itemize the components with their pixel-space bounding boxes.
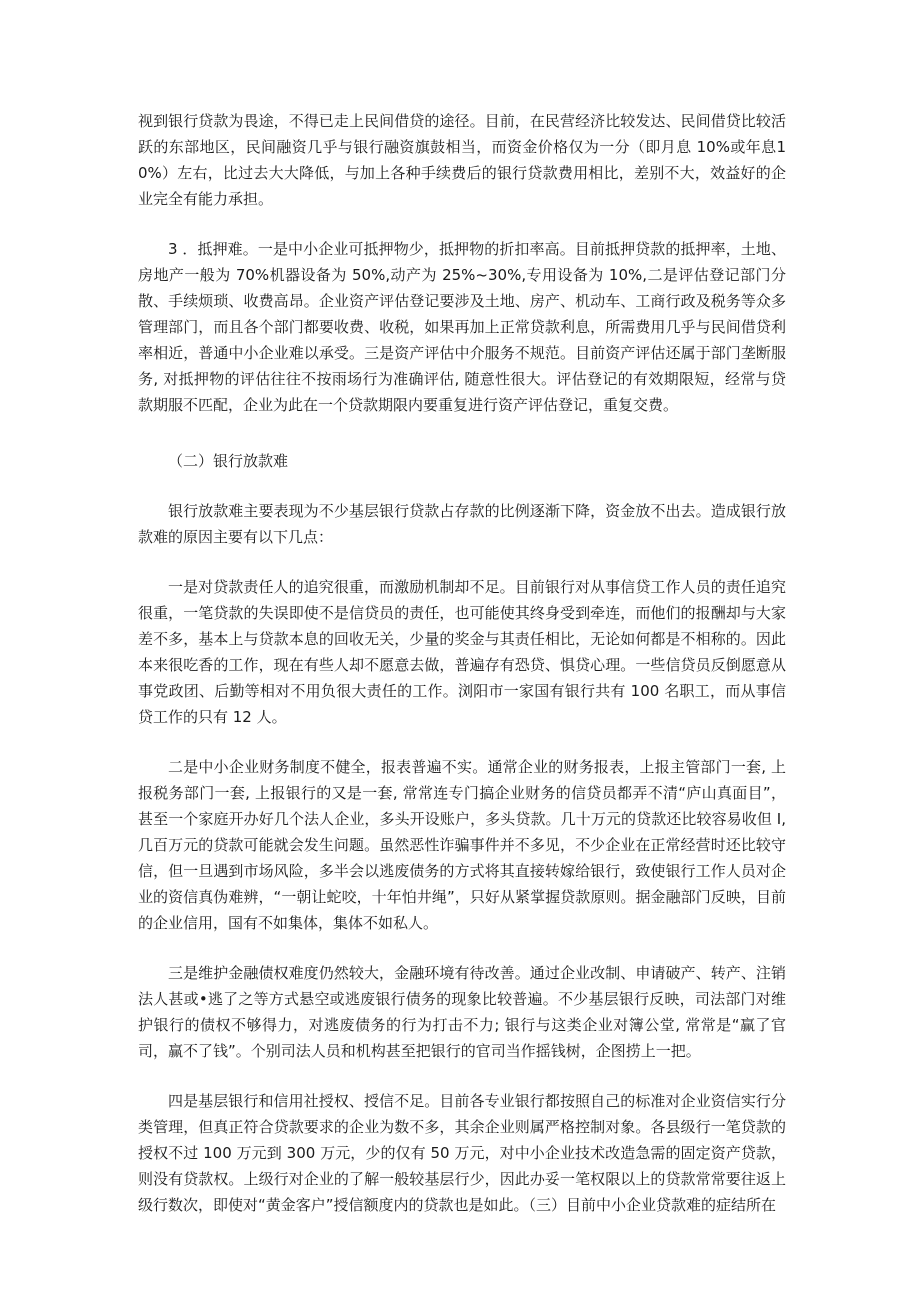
section-heading-bank-lending: （二）银行放款难 <box>168 452 289 470</box>
paragraph-mortgage-difficulty: 3 ．抵押难。一是中小企业可抵押物少，抵押物的折扣率高。目前抵押贷款的抵押率，土地、房地产一般为 70%机器设备为 50%,动产为 25%~30%,专用设备为 10%,二是评估登记部门分散、手续烦琐、收费高昂。企业资产评估登记要涉及土地、房产、机动车、工商行政及税务等众多管理部门，而且各个部门都要收费、收税，如果再加上正常贷款利息，所需费用几乎与民间借贷利率相近，普通中小企业难以承受。三是资产评估中介服务不规范。目前资产评估还属于部门垄断服务, 对抵押物的评估往往不按雨场行为准确评估, 随意性很大。评估登记的有效期限短，经常与贷款期服不匹配，企业为此在一个贷款期限内要重复进行资产评估登记，重复交费。 <box>138 240 786 414</box>
paragraph-loan-cost: 视到银行贷款为畏途，不得已走上民间借贷的途径。目前，在民营经济比较发达、民间借贷比较活跃的东部地区，民间融资几乎与银行融资旗鼓相当，而资金价格仅为一分（即月息 10%或年息10%）左右，比过去大大降低，与加上各种手续费后的银行贷款费用相比，差别不大，效益好的企业完全有能力承担。 <box>138 112 786 208</box>
paragraph-point-four: 四是基层银行和信用社授权、授信不足。目前各专业银行都按照自己的标准对企业资信实行分类管理，但真正符合贷款要求的企业为数不多，其余企业则属严格控制对象。各县级行一笔贷款的授权不过 100 万元到 300 万元，少的仅有 50 万元，对中小企业技术改造急需的固定资产贷款，则没有贷款权。上级行对企业的了解一般较基层行少，因此办妥一笔权限以上的贷款常常要往返上级行数次，即使对“黄金客户”授信额度内的贷款也是如此。（三）目前中小企业贷款难的症结所在 <box>138 1092 786 1214</box>
paragraph-point-three: 三是维护金融债权难度仍然较大，金融环境有待改善。通过企业改制、申请破产、转产、注销法人甚或•逃了之等方式悬空或逃废银行债务的现象比较普遍。不少基层银行反映，司法部门对维护银行的债权不够得力，对逃废债务的行为打击不力; 银行与这类企业对簿公堂, 常常是“赢了官司，赢不了钱”。个别司法人员和机构甚至把银行的官司当作摇钱树，企图捞上一把。 <box>138 964 786 1060</box>
paragraph-point-one: 一是对贷款责任人的追究很重，而激励机制却不足。目前银行对从事信贷工作人员的责任追究很重，一笔贷款的失误即使不是信贷员的责任，也可能使其终身受到牵连，而他们的报酬却与大家差不多，基本上与贷款本息的回收无关，少量的奖金与其责任相比，无论如何都是不相称的。因此本来很吃香的工作，现在有些人却不愿意去做，普遍存有恐贷、惧贷心理。一些信贷员反倒愿意从事党政团、后勤等相对不用负很大责任的工作。浏阳市一家国有银行共有 100 名职工，而从事信贷工作的只有 12 人。 <box>138 578 786 726</box>
document-body <box>138 108 786 1218</box>
paragraph-bank-lending-intro: 银行放款难主要表现为不少基层银行贷款占存款的比例逐渐下降，资金放不出去。造成银行放款难的原因主要有以下几点： <box>138 502 786 546</box>
paragraph-point-two: 二是中小企业财务制度不健全，报表普遍不实。通常企业的财务报表，上报主管部门一套, 上报税务部门一套, 上报银行的又是一套, 常常连专门搞企业财务的信贷员都弄不清“庐山真面目”，甚至一个家庭开办好几个法人企业，多头开设账户，多头贷款。几十万元的贷款还比较容易收但 I,几百万元的贷款可能就会发生问题。虽然恶性诈骗事件并不多见，不少企业在正常经营时还比较守信，但一旦遇到市场风险，多半会以逃废债务的方式将其直接转嫁给银行，致使银行工作人员对企业的资信真伪难辨，“一朝让蛇咬，十年怕井绳”，只好从紧掌握贷款原则。据金融部门反映，目前的企业信用，国有不如集体，集体不如私人。 <box>138 758 786 932</box>
